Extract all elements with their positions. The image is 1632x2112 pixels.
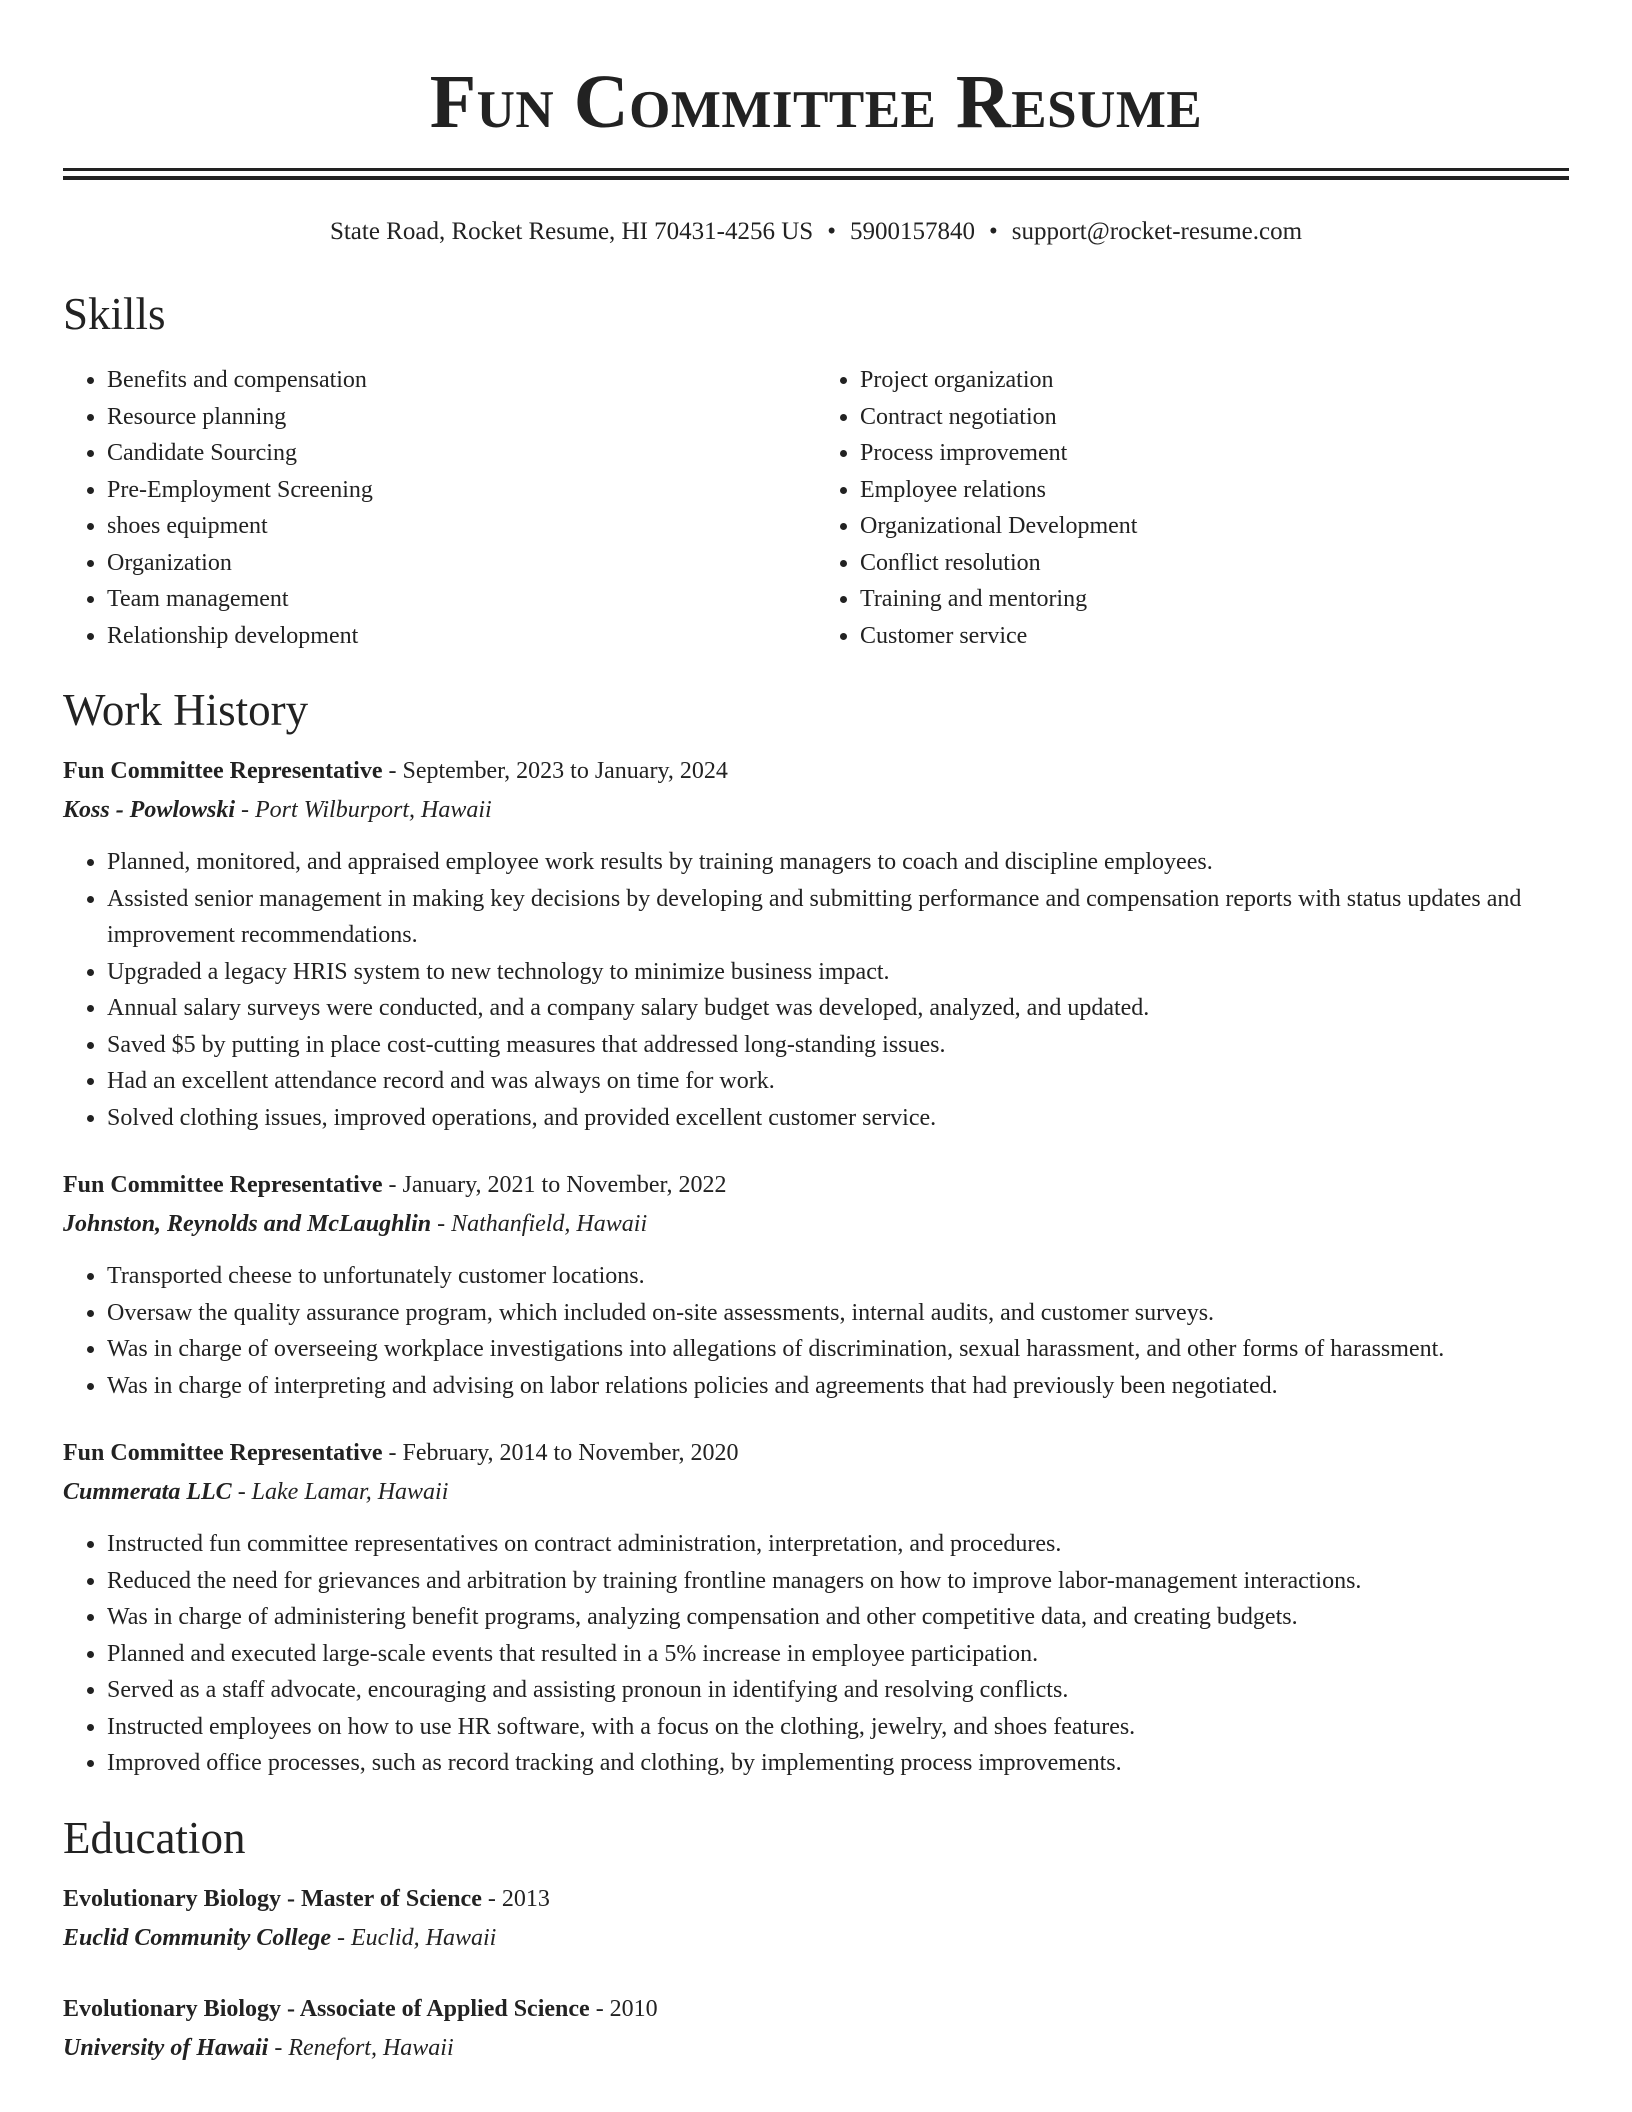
skill-item: • Benefits and compensation [107,362,816,399]
job-dates: - January, 2021 to November, 2022 [382,1172,727,1198]
skill-item: • Team management [107,581,816,618]
job-title-line [63,752,1569,791]
job-title: Fun Committee Representative [63,1172,383,1198]
job-employer-line [63,791,1569,830]
skill-item: • Conflict resolution [860,545,1569,582]
job-bullets [63,844,1569,1136]
education-degree: Evolutionary Biology - Master of Science [63,1885,482,1912]
skill-item: • Employee relations [860,472,1569,509]
job-bullet: • Upgraded a legacy HRIS system to new technology to minimize business impact. [107,954,1569,991]
skill-item: • shoes equipment [107,508,816,545]
job-bullet: • Instructed fun committee representatives on contract administration, interpretation, and procedures. [107,1526,1569,1563]
education-degree: Evolutionary Biology - Associate of Applied Science [63,1995,590,2022]
skill-item: • Pre-Employment Screening [107,472,816,509]
skill-item: • Contract negotiation [860,399,1569,436]
job-bullet: • Planned, monitored, and appraised employee work results by training managers to coach and discipline employees. [107,844,1569,881]
skills-heading: Skills [63,289,166,339]
education-location: - Renefort, Hawaii [268,2034,454,2061]
job-title: Fun Committee Representative [63,758,383,784]
education-entry [63,1880,1569,1958]
education-entry [63,1990,1569,2068]
job-employer-line [63,1473,1569,1512]
contact-phone: 5900157840 [849,218,975,245]
job-dates: - September, 2023 to January, 2024 [382,758,728,784]
job-bullet: • Instructed employees on how to use HR software, with a focus on the clothing, jewelry, and shoes features. [107,1709,1569,1746]
skills-column-right [816,362,1569,654]
education-degree-line [63,1880,1569,1919]
resume-title: Fun Committee Resume [429,60,1203,144]
job-bullet: • Assisted senior management in making key decisions by developing and submitting performance and compensation reports with status updates and improvement recommendations. [107,881,1569,954]
job-employer-line [63,1205,1569,1244]
education-school-line [63,1919,1569,1958]
job-employer: Koss - Powlowski [63,797,236,823]
skill-item: • Customer service [860,618,1569,655]
education-location: - Euclid, Hawaii [331,1924,497,1951]
contact-address: State Road, Rocket Resume, HI 70431-4256 US [329,218,814,245]
contact-separator: • [988,218,998,245]
job-dates: - February, 2014 to November, 2020 [382,1440,739,1466]
title-divider [63,168,1569,180]
job-bullet: • Reduced the need for grievances and arbitration by training frontline managers on how to improve labor-management interactions. [107,1563,1569,1600]
job-bullets [63,1258,1569,1404]
education-year: - 2010 [589,1995,658,2022]
skills-column-left [63,362,816,654]
job-bullets [63,1526,1569,1782]
job-bullet: • Was in charge of overseeing workplace investigations into allegations of discrimination, sexual harassment, and other forms of harassment. [107,1331,1569,1368]
job-bullet: • Solved clothing issues, improved operations, and provided excellent customer service. [107,1100,1569,1137]
education-degree-line [63,1990,1569,2029]
education-school: University of Hawaii [63,2034,269,2061]
job-bullet: • Transported cheese to unfortunately customer locations. [107,1258,1569,1295]
skill-item: • Process improvement [860,435,1569,472]
skills-list [63,362,1569,654]
skill-item: • Resource planning [107,399,816,436]
job-title-line [63,1434,1569,1473]
job-employer: Johnston, Reynolds and McLaughlin [63,1211,432,1237]
education-heading: Education [63,1812,246,1863]
contact-line [63,216,1569,248]
skill-item: • Organization [107,545,816,582]
education-school: Euclid Community College [63,1924,332,1951]
job-entry [63,752,1569,1136]
job-entry [63,1166,1569,1404]
job-bullet: • Annual salary surveys were conducted, and a company salary budget was developed, analyzed, and updated. [107,990,1569,1027]
work-history-heading: Work History [63,685,309,735]
job-location: - Nathanfield, Hawaii [431,1211,648,1237]
contact-email: support@rocket-resume.com [1011,218,1303,245]
job-employer: Cummerata LLC [63,1479,232,1505]
job-bullet: • Planned and executed large-scale events that resulted in a 5% increase in employee participation. [107,1636,1569,1673]
job-bullet: • Saved $5 by putting in place cost-cutting measures that addressed long-standing issues. [107,1027,1569,1064]
skill-item: • Relationship development [107,618,816,655]
job-bullet: • Was in charge of interpreting and advising on labor relations policies and agreements that had previously been negotiated. [107,1368,1569,1405]
education-year: - 2013 [481,1885,550,1912]
skill-item: • Candidate Sourcing [107,435,816,472]
skill-item: • Training and mentoring [860,581,1569,618]
job-bullet: • Oversaw the quality assurance program, which included on-site assessments, internal audits, and customer surveys. [107,1295,1569,1332]
skill-item: • Organizational Development [860,508,1569,545]
contact-separator: • [827,218,836,245]
job-bullet: • Was in charge of administering benefit programs, analyzing compensation and other competitive data, and creating budgets. [107,1599,1569,1636]
job-location: - Lake Lamar, Hawaii [231,1479,449,1505]
job-location: - Port Wilburport, Hawaii [235,797,492,823]
job-entry [63,1434,1569,1782]
skill-item: • Project organization [860,362,1569,399]
job-bullet: • Had an excellent attendance record and was always on time for work. [107,1063,1569,1100]
job-title: Fun Committee Representative [63,1440,383,1466]
job-bullet: • Improved office processes, such as record tracking and clothing, by implementing process improvements. [107,1745,1569,1782]
job-bullet: • Served as a staff advocate, encouraging and assisting pronoun in identifying and resolving conflicts. [107,1672,1569,1709]
job-title-line [63,1166,1569,1205]
education-school-line [63,2029,1569,2068]
